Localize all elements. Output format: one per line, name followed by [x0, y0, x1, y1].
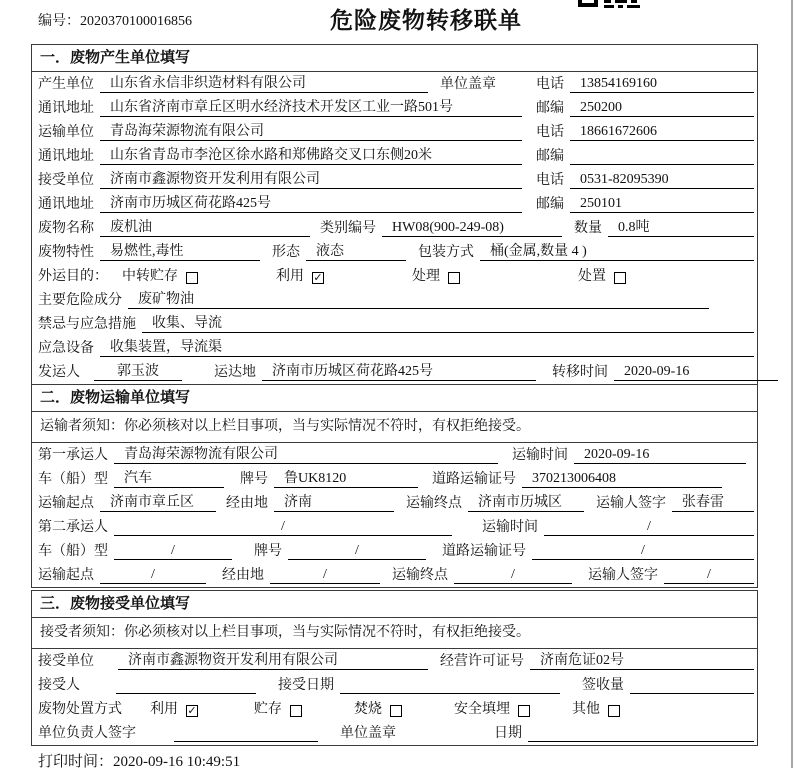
row-first-carrier [32, 443, 757, 467]
character-label: 废物特性 [38, 245, 94, 260]
row-receiver-address [32, 192, 757, 216]
license1-label: 道路运输证号 [432, 472, 516, 487]
via1-value: 济南 [274, 491, 394, 512]
row-hazard [32, 288, 757, 312]
disposal-option-burn-label: 焚烧 [354, 702, 382, 717]
phone2-label: 电话 [536, 125, 564, 140]
carrier1-value: 青岛海荣源物流有限公司 [114, 443, 498, 464]
transfer-date-label: 转移时间 [552, 365, 608, 380]
disposal-option-landfill [454, 698, 530, 718]
zip1-label: 邮编 [536, 101, 564, 116]
receive-date2-label: 日期 [494, 726, 522, 741]
row-leader-sign [32, 721, 757, 745]
hazard-label: 主要危险成分 [38, 293, 122, 308]
character-value: 易燃性,毒性 [100, 240, 260, 261]
section-producer-header: 一．废物产生单位填写 [32, 45, 757, 72]
purpose-label: 外运目的： [38, 269, 108, 284]
checkbox-checked-icon: ✓ [313, 271, 323, 284]
carrier2-value: / [114, 519, 452, 536]
receiver-label: 接受单位 [38, 173, 94, 188]
purpose-option-dispose [578, 265, 626, 285]
receiver-stamp-label: 单位盖章 [340, 726, 396, 741]
taboo-label: 禁忌与应急措施 [38, 317, 136, 332]
row-transporter-address [32, 144, 757, 168]
category-value: HW08(900-249-08) [382, 220, 562, 237]
document-number [38, 10, 192, 30]
row-waste-character [32, 240, 757, 264]
row-producer [32, 72, 757, 96]
equip-value: 收集装置，导流渠 [100, 336, 754, 357]
form-value: 液态 [306, 240, 406, 261]
carrier1-label: 第一承运人 [38, 448, 108, 463]
row-receive-person [32, 673, 757, 697]
end1-value: 济南市历城区 [468, 491, 584, 512]
dest-value: 济南市历城区荷花路425号 [262, 360, 536, 381]
stamp-label: 单位盖章 [440, 77, 496, 92]
print-time-value: 2020-09-16 10:49:51 [113, 754, 241, 770]
row-second-route [32, 563, 757, 587]
vehicle1-label: 车（船）型 [38, 472, 108, 487]
origin2-value: / [100, 567, 206, 584]
shipper-label: 发运人 [38, 365, 80, 380]
equip-label: 应急设备 [38, 341, 94, 356]
phone1-label: 电话 [536, 77, 564, 92]
sign2-value: / [664, 567, 754, 584]
hazard-value: 废矿物油 [128, 288, 709, 309]
addr2-value: 山东省青岛市李沧区徐水路和郑佛路交叉口东侧20米 [100, 144, 522, 165]
receive-unit-value: 济南市鑫源物资开发利用有限公司 [118, 649, 428, 670]
plate2-label: 牌号 [254, 544, 282, 559]
section-transporter-header: 二．废物运输单位填写 [32, 385, 757, 412]
leader-sign-value [174, 741, 318, 742]
checkbox-icon [390, 705, 402, 717]
plate1-value: 鲁UK8120 [274, 467, 418, 488]
row-transporter [32, 120, 757, 144]
receipt-amount-value [630, 693, 754, 694]
receive-date-label: 接受日期 [278, 678, 334, 693]
vehicle2-label: 车（船）型 [38, 544, 108, 559]
disposal-option-burn [354, 698, 402, 718]
addr1-value: 山东省济南市章丘区明水经济技术开发区工业一路501号 [100, 96, 522, 117]
permit-label: 经营许可证号 [440, 654, 524, 669]
row-receive-unit [32, 649, 757, 673]
zip3-value: 250101 [570, 196, 754, 213]
sign1-label: 运输人签字 [596, 496, 666, 511]
carrier2-label: 第二承运人 [38, 520, 108, 535]
quantity-label: 数量 [574, 221, 602, 236]
zip3-label: 邮编 [536, 197, 564, 212]
receiver-notice: 接受者须知：你必须核对以上栏目事项，当与实际情况不符时，有权拒绝接受。 [32, 618, 757, 649]
origin2-label: 运输起点 [38, 568, 94, 583]
via2-label: 经由地 [222, 568, 264, 583]
receipt-amount-label: 签收量 [582, 678, 624, 693]
waste-name-value: 废机油 [100, 216, 310, 237]
vehicle2-value: / [114, 543, 232, 560]
qr-code-fragment [578, 0, 644, 8]
waste-name-label: 废物名称 [38, 221, 94, 236]
row-producer-address [32, 96, 757, 120]
addr3-value: 济南市历城区荷花路425号 [100, 192, 522, 213]
via2-value: / [270, 567, 380, 584]
end1-label: 运输终点 [406, 496, 462, 511]
phone1-value: 13854169160 [570, 76, 754, 93]
transporter-value: 青岛海荣源物流有限公司 [100, 120, 522, 141]
end2-label: 运输终点 [392, 568, 448, 583]
leader-sign-label: 单位负责人签字 [38, 726, 136, 741]
permit-value: 济南危证02号 [530, 649, 754, 670]
row-first-route [32, 491, 757, 515]
row-purpose [32, 264, 757, 288]
vehicle1-value: 汽车 [114, 467, 224, 488]
receiver-value: 济南市鑫源物资开发利用有限公司 [100, 168, 522, 189]
qr-block [615, 0, 627, 3]
row-disposal-method [32, 697, 757, 721]
row-second-carrier [32, 515, 757, 539]
phone2-value: 18661672606 [570, 124, 754, 141]
receive-person-value [116, 693, 256, 694]
license2-value: / [532, 543, 754, 560]
time2-value: / [544, 519, 754, 536]
purpose-option-dispose-label: 处置 [578, 269, 606, 284]
document-number-value: 2020370100016856 [80, 14, 192, 29]
transfer-date-value: 2020-09-16 [614, 364, 778, 381]
row-shipper [32, 360, 757, 384]
print-time-label: 打印时间： [38, 754, 114, 770]
form-label: 形态 [272, 245, 300, 260]
dest-label: 运达地 [214, 365, 256, 380]
section-receiver-header: 三．废物接受单位填写 [32, 591, 757, 618]
row-waste-name [32, 216, 757, 240]
qr-finder-square-icon [578, 0, 598, 7]
transporter-notice: 运输者须知：你必须核对以上栏目事项，当与实际情况不符时，有权拒绝接受。 [32, 412, 757, 443]
row-emergency-equipment [32, 336, 757, 360]
purpose-option-treat [412, 265, 460, 285]
phone3-value: 0531-82095390 [570, 172, 754, 189]
sign2-label: 运输人签字 [588, 568, 658, 583]
checkbox-icon [518, 705, 530, 717]
disposal-option-other [572, 698, 620, 718]
addr2-label: 通讯地址 [38, 149, 94, 164]
purpose-option-storage-label: 中转贮存 [122, 269, 178, 284]
time1-value: 2020-09-16 [574, 447, 746, 464]
plate2-value: / [288, 543, 426, 560]
disposal-option-other-label: 其他 [572, 702, 600, 717]
checkbox-icon [290, 705, 302, 717]
disposal-option-storage [254, 698, 302, 718]
license2-label: 道路运输证号 [442, 544, 526, 559]
checkbox-icon [608, 705, 620, 717]
page-title: 危险废物转移联单 [330, 7, 522, 33]
receive-date2-value [528, 741, 754, 742]
page-right-border [791, 0, 793, 768]
disposal-label: 废物处置方式 [38, 702, 122, 717]
transporter-label: 运输单位 [38, 125, 94, 140]
zip1-value: 250200 [570, 100, 754, 117]
disposal-option-use-label: 利用 [150, 702, 178, 717]
producer-value: 山东省永信非织造材料有限公司 [100, 72, 428, 93]
receive-date-value [340, 693, 560, 694]
receive-person-label: 接受人 [38, 678, 80, 693]
section-transporter [31, 384, 758, 588]
sign1-value: 张春雷 [672, 491, 754, 512]
plate1-label: 牌号 [240, 472, 268, 487]
receive-unit-label: 接受单位 [38, 654, 94, 669]
document-number-label: 编号： [38, 14, 80, 29]
row-second-vehicle [32, 539, 757, 563]
zip2-label: 邮编 [536, 149, 564, 164]
packing-value: 桶(金属,数量 4 ) [480, 240, 754, 261]
quantity-value: 0.8吨 [608, 216, 754, 237]
producer-label: 产生单位 [38, 77, 94, 92]
qr-block [618, 5, 623, 8]
row-receiver [32, 168, 757, 192]
purpose-option-use [276, 265, 324, 285]
qr-block [627, 5, 640, 8]
checkbox-icon [614, 272, 626, 284]
checkbox-icon [186, 272, 198, 284]
checkbox-icon [448, 272, 460, 284]
packing-label: 包装方式 [418, 245, 474, 260]
purpose-option-treat-label: 处理 [412, 269, 440, 284]
qr-block [604, 5, 614, 8]
origin1-label: 运输起点 [38, 496, 94, 511]
purpose-option-use-label: 利用 [276, 269, 304, 284]
addr1-label: 通讯地址 [38, 101, 94, 116]
license1-value: 370213006408 [522, 471, 722, 488]
disposal-option-use [150, 698, 198, 718]
origin1-value: 济南市章丘区 [100, 491, 216, 512]
row-first-vehicle [32, 467, 757, 491]
qr-block [631, 0, 637, 3]
taboo-value: 收集、导流 [142, 312, 754, 333]
end2-value: / [454, 567, 572, 584]
disposal-option-landfill-label: 安全填埋 [454, 702, 510, 717]
time2-label: 运输时间 [482, 520, 538, 535]
zip2-value [570, 164, 754, 165]
qr-block [604, 0, 611, 3]
via1-label: 经由地 [226, 496, 268, 511]
disposal-option-storage-label: 贮存 [254, 702, 282, 717]
addr3-label: 通讯地址 [38, 197, 94, 212]
shipper-value: 郭玉波 [94, 360, 182, 381]
purpose-option-storage [122, 265, 198, 285]
row-taboo [32, 312, 757, 336]
category-label: 类别编号 [320, 221, 376, 236]
section-receiver [31, 590, 758, 746]
section-producer [31, 44, 758, 385]
phone3-label: 电话 [536, 173, 564, 188]
checkbox-checked-icon: ✓ [187, 704, 197, 717]
time1-label: 运输时间 [512, 448, 568, 463]
